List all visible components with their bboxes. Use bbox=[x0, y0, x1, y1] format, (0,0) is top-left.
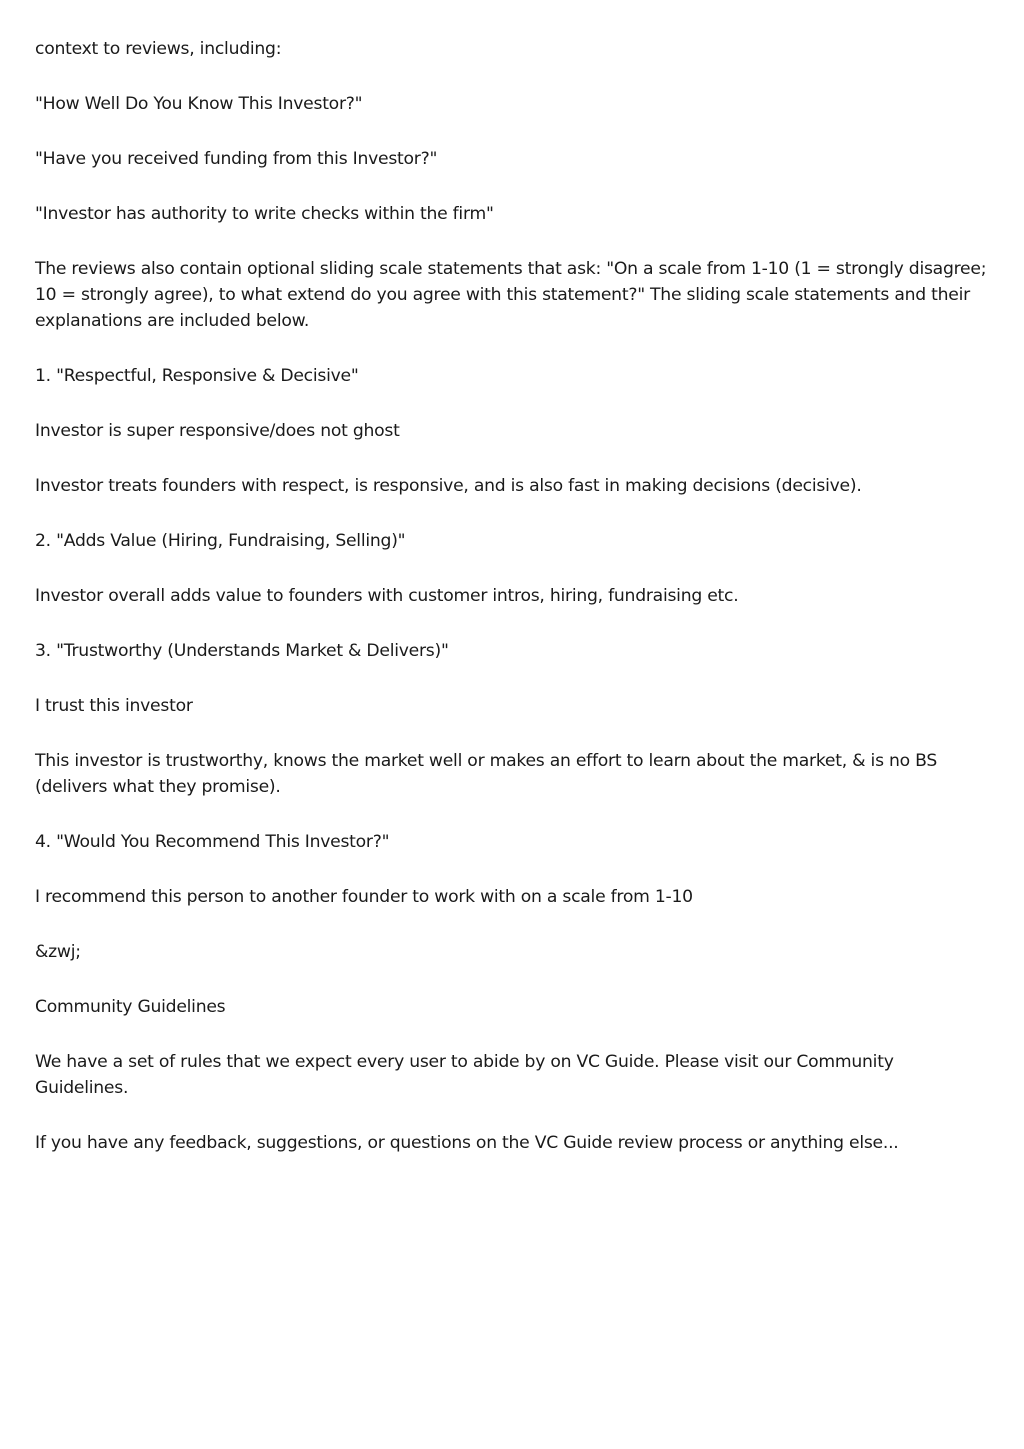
sliding-scale-explanation: The reviews also contain optional sliding scale statements that ask: "On a scale from 1-10 (1 = strongly disagree; 10 = strongly agree), to what extend do you agree with this statement?" The sliding scale statements and their explanations are included below. bbox=[35, 259, 987, 331]
statement-2-description: Investor overall adds value to founders with customer intros, hiring, fundraising etc. bbox=[35, 586, 739, 606]
feedback-text: If you have any feedback, suggestions, or questions on the VC Guide review process or anything else... bbox=[35, 1133, 899, 1153]
statement-3-heading: 3. "Trustworthy (Understands Market & Delivers)" bbox=[35, 641, 449, 661]
context-question-authority: "Investor has authority to write checks within the firm" bbox=[35, 204, 494, 224]
context-question-know-investor: "How Well Do You Know This Investor?" bbox=[35, 94, 363, 114]
statement-1-description: Investor treats founders with respect, is responsive, and is also fast in making decisions (decisive). bbox=[35, 476, 862, 496]
entity-artifact: &zwj; bbox=[35, 942, 81, 962]
statement-1-summary: Investor is super responsive/does not ghost bbox=[35, 421, 400, 441]
statement-3-summary: I trust this investor bbox=[35, 696, 193, 716]
statement-4-heading: 4. "Would You Recommend This Investor?" bbox=[35, 832, 390, 852]
statement-1-heading: 1. "Respectful, Responsive & Decisive" bbox=[35, 366, 359, 386]
intro-line: context to reviews, including: bbox=[35, 39, 282, 59]
statement-4-description: I recommend this person to another founder to work with on a scale from 1-10 bbox=[35, 887, 693, 907]
context-question-funding: "Have you received funding from this Investor?" bbox=[35, 149, 438, 169]
community-guidelines-text: We have a set of rules that we expect every user to abide by on VC Guide. Please visit our Community Guidelines. bbox=[35, 1052, 894, 1098]
statement-2-heading: 2. "Adds Value (Hiring, Fundraising, Selling)" bbox=[35, 531, 406, 551]
community-guidelines-heading: Community Guidelines bbox=[35, 997, 226, 1017]
statement-3-description: This investor is trustworthy, knows the market well or makes an effort to learn about the market, & is no BS (delivers what they promise). bbox=[35, 751, 938, 797]
document-body bbox=[35, 36, 990, 1185]
